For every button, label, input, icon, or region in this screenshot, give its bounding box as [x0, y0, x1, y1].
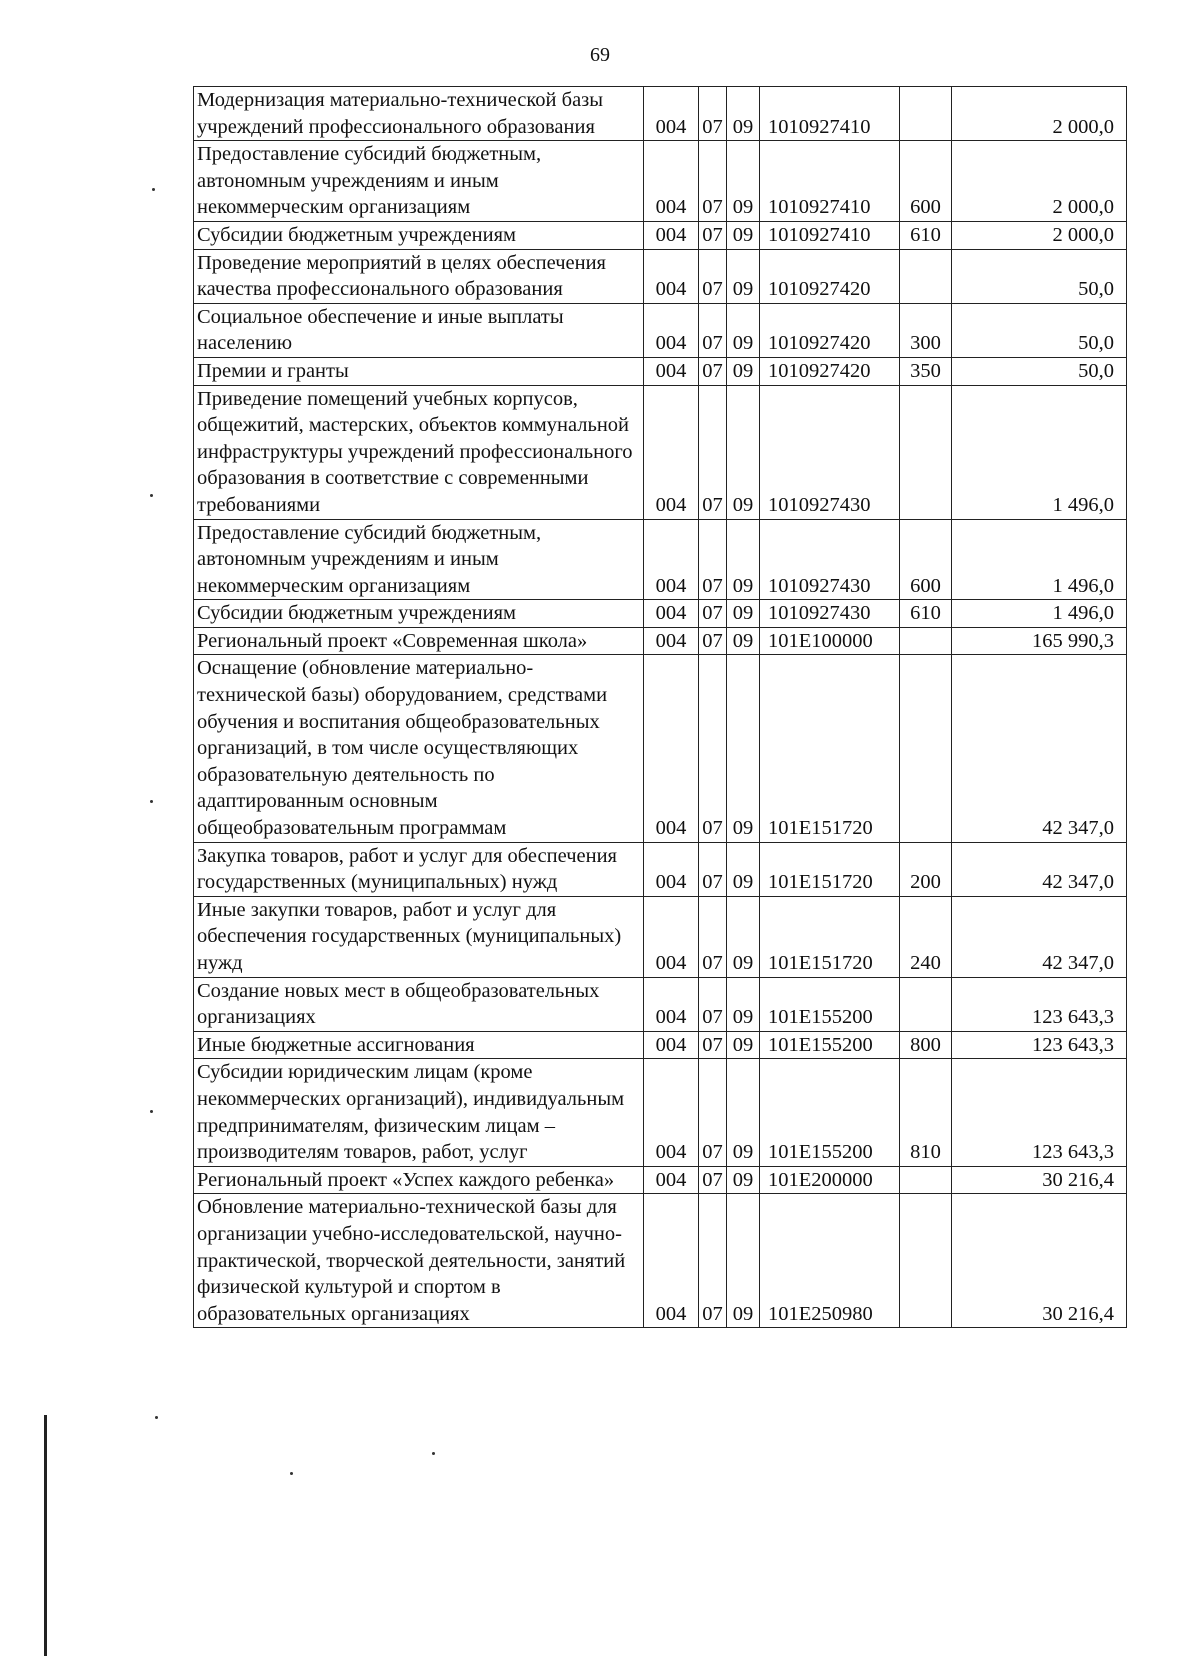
target-article-code: 101Е250980: [760, 1194, 900, 1328]
section-code: 07: [699, 141, 727, 222]
subsection-code: 09: [727, 600, 760, 628]
row-name: Региональный проект «Современная школа»: [194, 627, 644, 655]
subsection-code: 09: [727, 87, 760, 141]
subsection-code: 09: [727, 842, 760, 896]
expense-type-code: [900, 1166, 952, 1194]
table-row: [194, 519, 1127, 600]
row-name: Проведение мероприятий в целях обеспечения качества профессионального образования: [194, 249, 644, 303]
row-name: Закупка товаров, работ и услуг для обеспечения государственных (муниципальных) нужд: [194, 842, 644, 896]
scan-speck: [290, 1472, 293, 1475]
scan-speck: [432, 1452, 435, 1455]
amount: 1 496,0: [952, 519, 1127, 600]
table-row: [194, 655, 1127, 842]
target-article-code: 101Е151720: [760, 896, 900, 977]
ministry-code: 004: [644, 842, 699, 896]
margin-line: [44, 1415, 47, 1656]
table-row: [194, 385, 1127, 519]
table-row: [194, 600, 1127, 628]
target-article-code: 101Е155200: [760, 1059, 900, 1166]
table-row: [194, 249, 1127, 303]
ministry-code: 004: [644, 600, 699, 628]
ministry-code: 004: [644, 303, 699, 357]
table-row: [194, 842, 1127, 896]
amount: 1 496,0: [952, 600, 1127, 628]
subsection-code: 09: [727, 385, 760, 519]
target-article-code: 1010927420: [760, 357, 900, 385]
subsection-code: 09: [727, 303, 760, 357]
amount: 50,0: [952, 357, 1127, 385]
section-code: 07: [699, 600, 727, 628]
subsection-code: 09: [727, 977, 760, 1031]
expense-type-code: 240: [900, 896, 952, 977]
table-row: [194, 1194, 1127, 1328]
section-code: 07: [699, 977, 727, 1031]
expense-type-code: 800: [900, 1031, 952, 1059]
target-article-code: 1010927410: [760, 141, 900, 222]
target-article-code: 1010927410: [760, 87, 900, 141]
row-name: Приведение помещений учебных корпусов, общежитий, мастерских, объектов коммунальной инфраструктуры учреждений профессионального образования в соответствие с современными требованиями: [194, 385, 644, 519]
row-name: Субсидии бюджетным учреждениям: [194, 600, 644, 628]
expense-type-code: 610: [900, 221, 952, 249]
section-code: 07: [699, 221, 727, 249]
table-row: [194, 357, 1127, 385]
amount: 2 000,0: [952, 87, 1127, 141]
expense-type-code: [900, 1194, 952, 1328]
expense-type-code: 600: [900, 519, 952, 600]
amount: 1 496,0: [952, 385, 1127, 519]
amount: 2 000,0: [952, 141, 1127, 222]
target-article-code: 1010927430: [760, 519, 900, 600]
row-name: Обновление материально-технической базы для организации учебно-исследовательской, научно-практической, творческой деятельности, занятий физической культурой и спортом в образовательных организациях: [194, 1194, 644, 1328]
amount: 123 643,3: [952, 1059, 1127, 1166]
table-row: [194, 1031, 1127, 1059]
table-row: [194, 141, 1127, 222]
subsection-code: 09: [727, 1031, 760, 1059]
amount: 123 643,3: [952, 1031, 1127, 1059]
budget-table: [193, 86, 1127, 1328]
target-article-code: 101Е151720: [760, 842, 900, 896]
amount: 50,0: [952, 249, 1127, 303]
subsection-code: 09: [727, 627, 760, 655]
expense-type-code: 610: [900, 600, 952, 628]
ministry-code: 004: [644, 655, 699, 842]
ministry-code: 004: [644, 385, 699, 519]
scan-speck: [150, 1110, 153, 1113]
row-name: Региональный проект «Успех каждого ребенка»: [194, 1166, 644, 1194]
target-article-code: 101Е100000: [760, 627, 900, 655]
section-code: 07: [699, 357, 727, 385]
expense-type-code: [900, 249, 952, 303]
expense-type-code: [900, 627, 952, 655]
row-name: Иные закупки товаров, работ и услуг для обеспечения государственных (муниципальных) нужд: [194, 896, 644, 977]
expense-type-code: 810: [900, 1059, 952, 1166]
ministry-code: 004: [644, 627, 699, 655]
subsection-code: 09: [727, 1059, 760, 1166]
amount: 42 347,0: [952, 842, 1127, 896]
ministry-code: 004: [644, 977, 699, 1031]
table-row: [194, 1166, 1127, 1194]
ministry-code: 004: [644, 249, 699, 303]
section-code: 07: [699, 896, 727, 977]
amount: 123 643,3: [952, 977, 1127, 1031]
table-row: [194, 977, 1127, 1031]
row-name: Социальное обеспечение и иные выплаты населению: [194, 303, 644, 357]
section-code: 07: [699, 519, 727, 600]
row-name: Предоставление субсидий бюджетным, автономным учреждениям и иным некоммерческим организациям: [194, 141, 644, 222]
ministry-code: 004: [644, 1194, 699, 1328]
expense-type-code: [900, 977, 952, 1031]
row-name: Модернизация материально-технической базы учреждений профессионального образования: [194, 87, 644, 141]
amount: 165 990,3: [952, 627, 1127, 655]
ministry-code: 004: [644, 1031, 699, 1059]
subsection-code: 09: [727, 249, 760, 303]
ministry-code: 004: [644, 87, 699, 141]
target-article-code: 1010927430: [760, 385, 900, 519]
subsection-code: 09: [727, 1166, 760, 1194]
table-row: [194, 1059, 1127, 1166]
subsection-code: 09: [727, 519, 760, 600]
section-code: 07: [699, 1031, 727, 1059]
expense-type-code: [900, 655, 952, 842]
ministry-code: 004: [644, 357, 699, 385]
subsection-code: 09: [727, 1194, 760, 1328]
row-name: Предоставление субсидий бюджетным, автономным учреждениям и иным некоммерческим организациям: [194, 519, 644, 600]
subsection-code: 09: [727, 655, 760, 842]
section-code: 07: [699, 655, 727, 842]
row-name: Субсидии юридическим лицам (кроме некоммерческих организаций), индивидуальным предпринимателям, физическим лицам – производителям товаров, работ, услуг: [194, 1059, 644, 1166]
ministry-code: 004: [644, 896, 699, 977]
section-code: 07: [699, 249, 727, 303]
scan-speck: [155, 1416, 158, 1419]
amount: 42 347,0: [952, 896, 1127, 977]
section-code: 07: [699, 1059, 727, 1166]
expense-type-code: 350: [900, 357, 952, 385]
row-name: Премии и гранты: [194, 357, 644, 385]
section-code: 07: [699, 627, 727, 655]
amount: 50,0: [952, 303, 1127, 357]
expense-type-code: 600: [900, 141, 952, 222]
target-article-code: 101Е200000: [760, 1166, 900, 1194]
page-number: 69: [590, 44, 610, 66]
ministry-code: 004: [644, 519, 699, 600]
ministry-code: 004: [644, 141, 699, 222]
expense-type-code: 300: [900, 303, 952, 357]
subsection-code: 09: [727, 141, 760, 222]
expense-type-code: [900, 87, 952, 141]
target-article-code: 1010927420: [760, 249, 900, 303]
expense-type-code: 200: [900, 842, 952, 896]
scan-speck: [152, 188, 155, 191]
amount: 30 216,4: [952, 1166, 1127, 1194]
target-article-code: 1010927420: [760, 303, 900, 357]
subsection-code: 09: [727, 221, 760, 249]
row-name: Субсидии бюджетным учреждениям: [194, 221, 644, 249]
section-code: 07: [699, 1166, 727, 1194]
expense-type-code: [900, 385, 952, 519]
ministry-code: 004: [644, 221, 699, 249]
target-article-code: 1010927430: [760, 600, 900, 628]
table-row: [194, 221, 1127, 249]
scan-speck: [150, 800, 153, 803]
section-code: 07: [699, 303, 727, 357]
table-row: [194, 87, 1127, 141]
row-name: Оснащение (обновление материально-технической базы) оборудованием, средствами обучения и воспитания общеобразовательных организаций, в том числе осуществляющих образовательную деятельность по адаптированным основным общеобразовательным программам: [194, 655, 644, 842]
table-body: [194, 87, 1127, 1328]
row-name: Иные бюджетные ассигнования: [194, 1031, 644, 1059]
amount: 30 216,4: [952, 1194, 1127, 1328]
target-article-code: 1010927410: [760, 221, 900, 249]
target-article-code: 101Е151720: [760, 655, 900, 842]
scan-speck: [150, 494, 153, 497]
table-row: [194, 627, 1127, 655]
ministry-code: 004: [644, 1166, 699, 1194]
subsection-code: 09: [727, 896, 760, 977]
target-article-code: 101Е155200: [760, 977, 900, 1031]
table-row: [194, 303, 1127, 357]
section-code: 07: [699, 385, 727, 519]
ministry-code: 004: [644, 1059, 699, 1166]
section-code: 07: [699, 87, 727, 141]
table-row: [194, 896, 1127, 977]
amount: 2 000,0: [952, 221, 1127, 249]
amount: 42 347,0: [952, 655, 1127, 842]
subsection-code: 09: [727, 357, 760, 385]
row-name: Создание новых мест в общеобразовательных организациях: [194, 977, 644, 1031]
section-code: 07: [699, 842, 727, 896]
target-article-code: 101Е155200: [760, 1031, 900, 1059]
section-code: 07: [699, 1194, 727, 1328]
